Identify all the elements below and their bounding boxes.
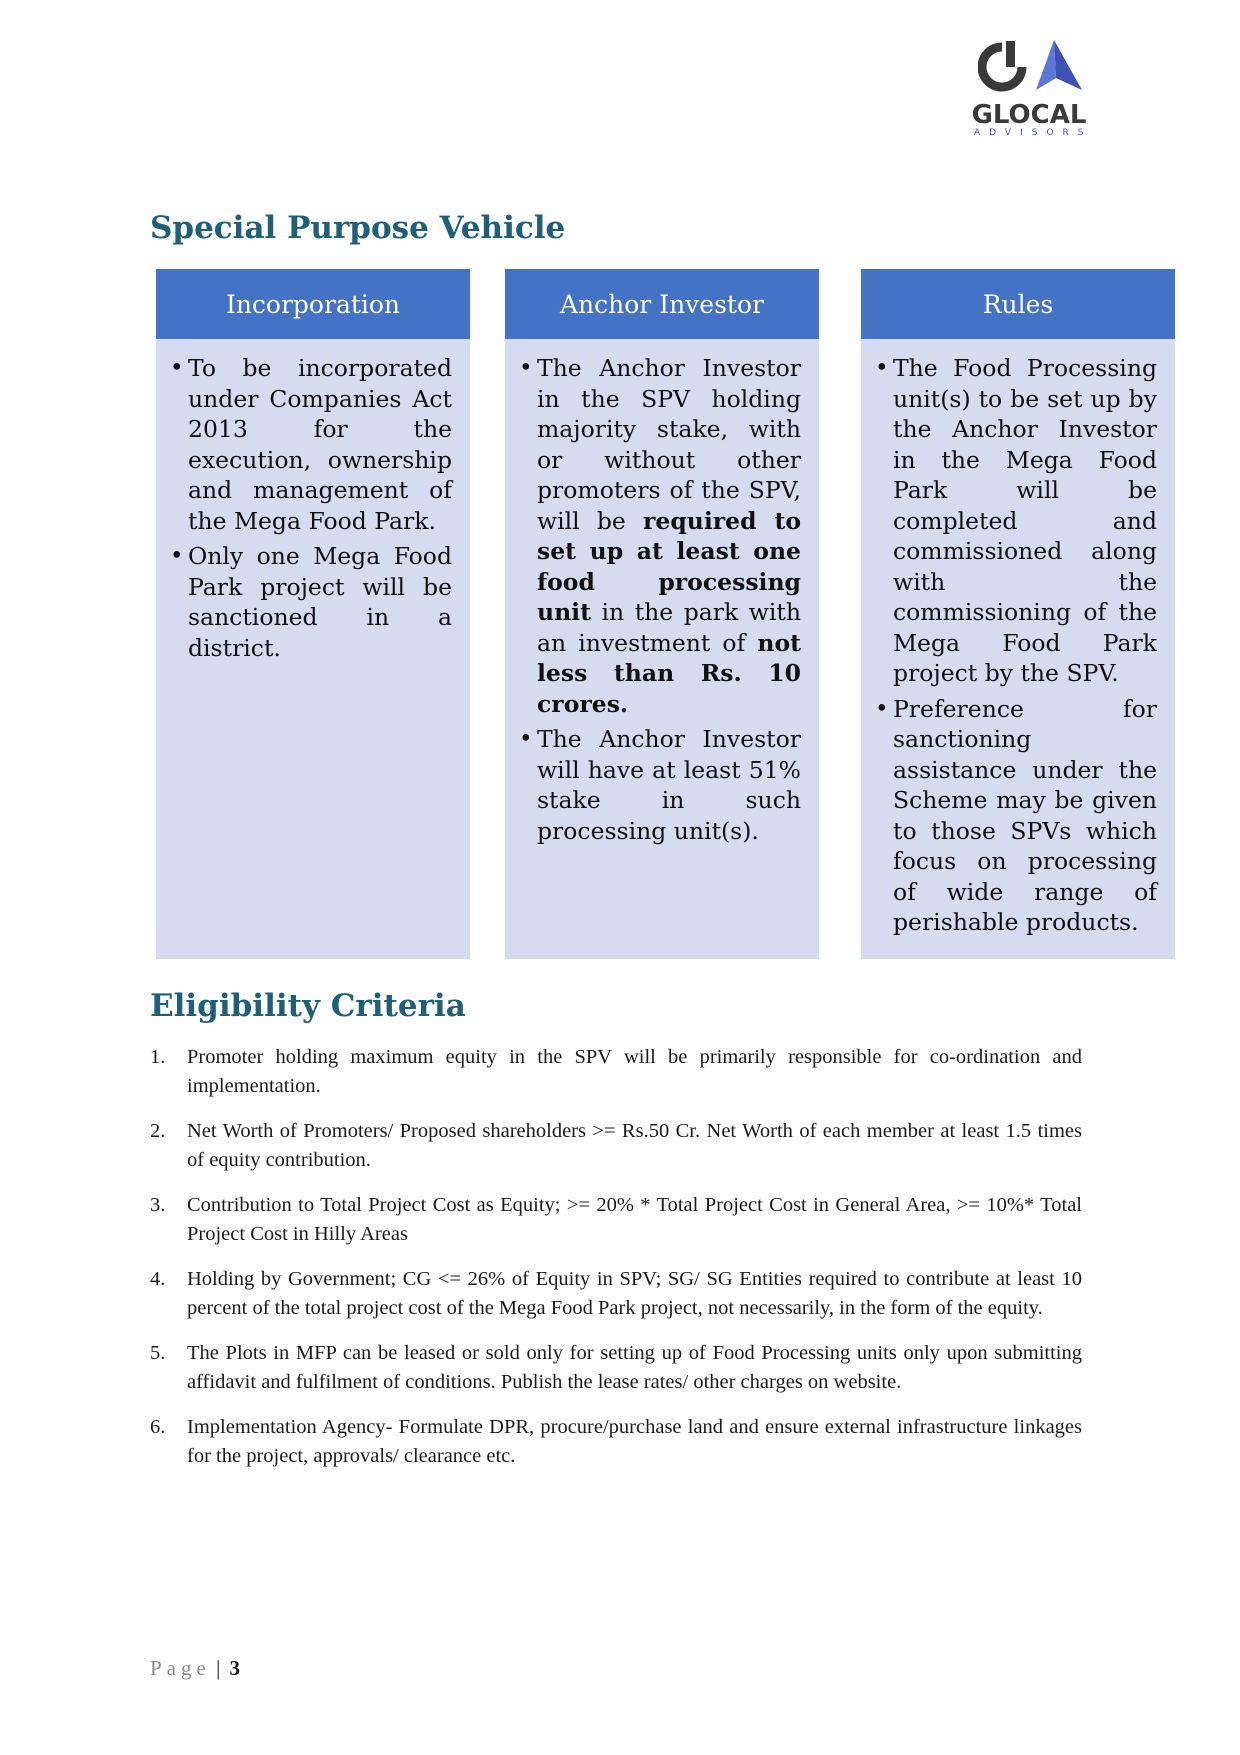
criteria-number: 6. [150, 1416, 166, 1438]
text-segment: in the park with an investment of [537, 598, 801, 657]
bullet-item [873, 694, 1157, 938]
footer-separator: | [216, 1656, 221, 1680]
text-segment: The Anchor Investor will have at least 51% stake in such processing unit(s). [537, 725, 801, 845]
text-segment: To be incorporated under Companies Act 2013 for the execution, ownership and management of the Mega Food Park. [188, 354, 452, 535]
criteria-text: Holding by Government; CG <= 26% of Equity in SPV; SG/ SG Entities required to contribute at least 10 percent of the total project cost of the Mega Food Park project, not necessarily, in the form of the equity. [187, 1268, 1082, 1319]
text-segment: The Food Processing unit(s) to be set up by the Anchor Investor in the Mega Food Park will be completed and commissioned along with the commissioning of the Mega Food Park project by the SPV. [893, 354, 1157, 687]
logo-mark-icon [978, 38, 1082, 96]
bullet-item [517, 724, 801, 846]
bold-text: not less than Rs. 10 crores. [537, 628, 801, 718]
logo-name: GLOCAL [971, 100, 1087, 130]
glocal-advisors-logo [970, 38, 1093, 138]
page-label: Page [150, 1656, 211, 1680]
criteria-number: 4. [150, 1268, 166, 1290]
column-heading: Incorporation [156, 269, 470, 339]
bullet-item [873, 353, 1157, 689]
criteria-text: Net Worth of Promoters/ Proposed shareholders >= Rs.50 Cr. Net Worth of each member at least 1.5 times of equity contribution. [187, 1120, 1082, 1171]
criteria-text: The Plots in MFP can be leased or sold only for setting up of Food Processing units only upon submitting affidavit and fulfilment of conditions. Publish the lease rates/ other charges on website. [187, 1342, 1082, 1393]
column-body [505, 339, 819, 959]
spv-column-incorporation [156, 269, 470, 959]
column-body [156, 339, 470, 959]
criteria-text: Implementation Agency- Formulate DPR, procure/purchase land and ensure external infrastructure linkages for the project, approvals/ clearance etc. [187, 1416, 1082, 1467]
text-segment: Only one Mega Food Park project will be sanctioned in a district. [188, 542, 452, 662]
bullet-list [517, 353, 801, 846]
criteria-number: 1. [150, 1046, 166, 1068]
bullet-list [873, 353, 1157, 938]
page-footer [150, 1656, 240, 1681]
criteria-text: Promoter holding maximum equity in the SPV will be primarily responsible for co-ordination and implementation. [187, 1046, 1082, 1097]
criteria-number: 2. [150, 1120, 166, 1142]
criteria-number: 3. [150, 1194, 166, 1216]
criteria-item [150, 1339, 1082, 1397]
criteria-item [150, 1043, 1082, 1101]
criteria-text: Contribution to Total Project Cost as Equity; >= 20% * Total Project Cost in General Area, >= 10%* Total Project Cost in Hilly Areas [187, 1194, 1082, 1245]
column-heading: Rules [861, 269, 1175, 339]
criteria-item [150, 1265, 1082, 1323]
eligibility-section-title: Eligibility Criteria [150, 988, 466, 1024]
bullet-item [168, 541, 452, 663]
spv-column-rules [861, 269, 1175, 959]
criteria-number: 5. [150, 1342, 166, 1364]
text-segment: Preference for sanctioning assistance under the Scheme may be given to those SPVs which focus on processing of wide range of perishable products. [893, 694, 1157, 936]
column-body [861, 339, 1175, 959]
page-number: 3 [229, 1656, 241, 1680]
bullet-item [517, 353, 801, 719]
column-heading: Anchor Investor [505, 269, 819, 339]
eligibility-list [150, 1043, 1082, 1487]
bold-text: required to set up at least one food processing unit [537, 506, 801, 626]
spv-section-title: Special Purpose Vehicle [150, 210, 566, 246]
spv-column-anchor-investor [505, 269, 819, 959]
criteria-item [150, 1191, 1082, 1249]
bullet-item [168, 353, 452, 536]
criteria-item [150, 1117, 1082, 1175]
criteria-item [150, 1413, 1082, 1471]
logo-tagline: ADVISORS [974, 128, 1093, 138]
text-segment: The Anchor Investor in the SPV holding majority stake, with or without other promoters of the SPV, will be [537, 354, 801, 535]
bullet-list [168, 353, 452, 663]
